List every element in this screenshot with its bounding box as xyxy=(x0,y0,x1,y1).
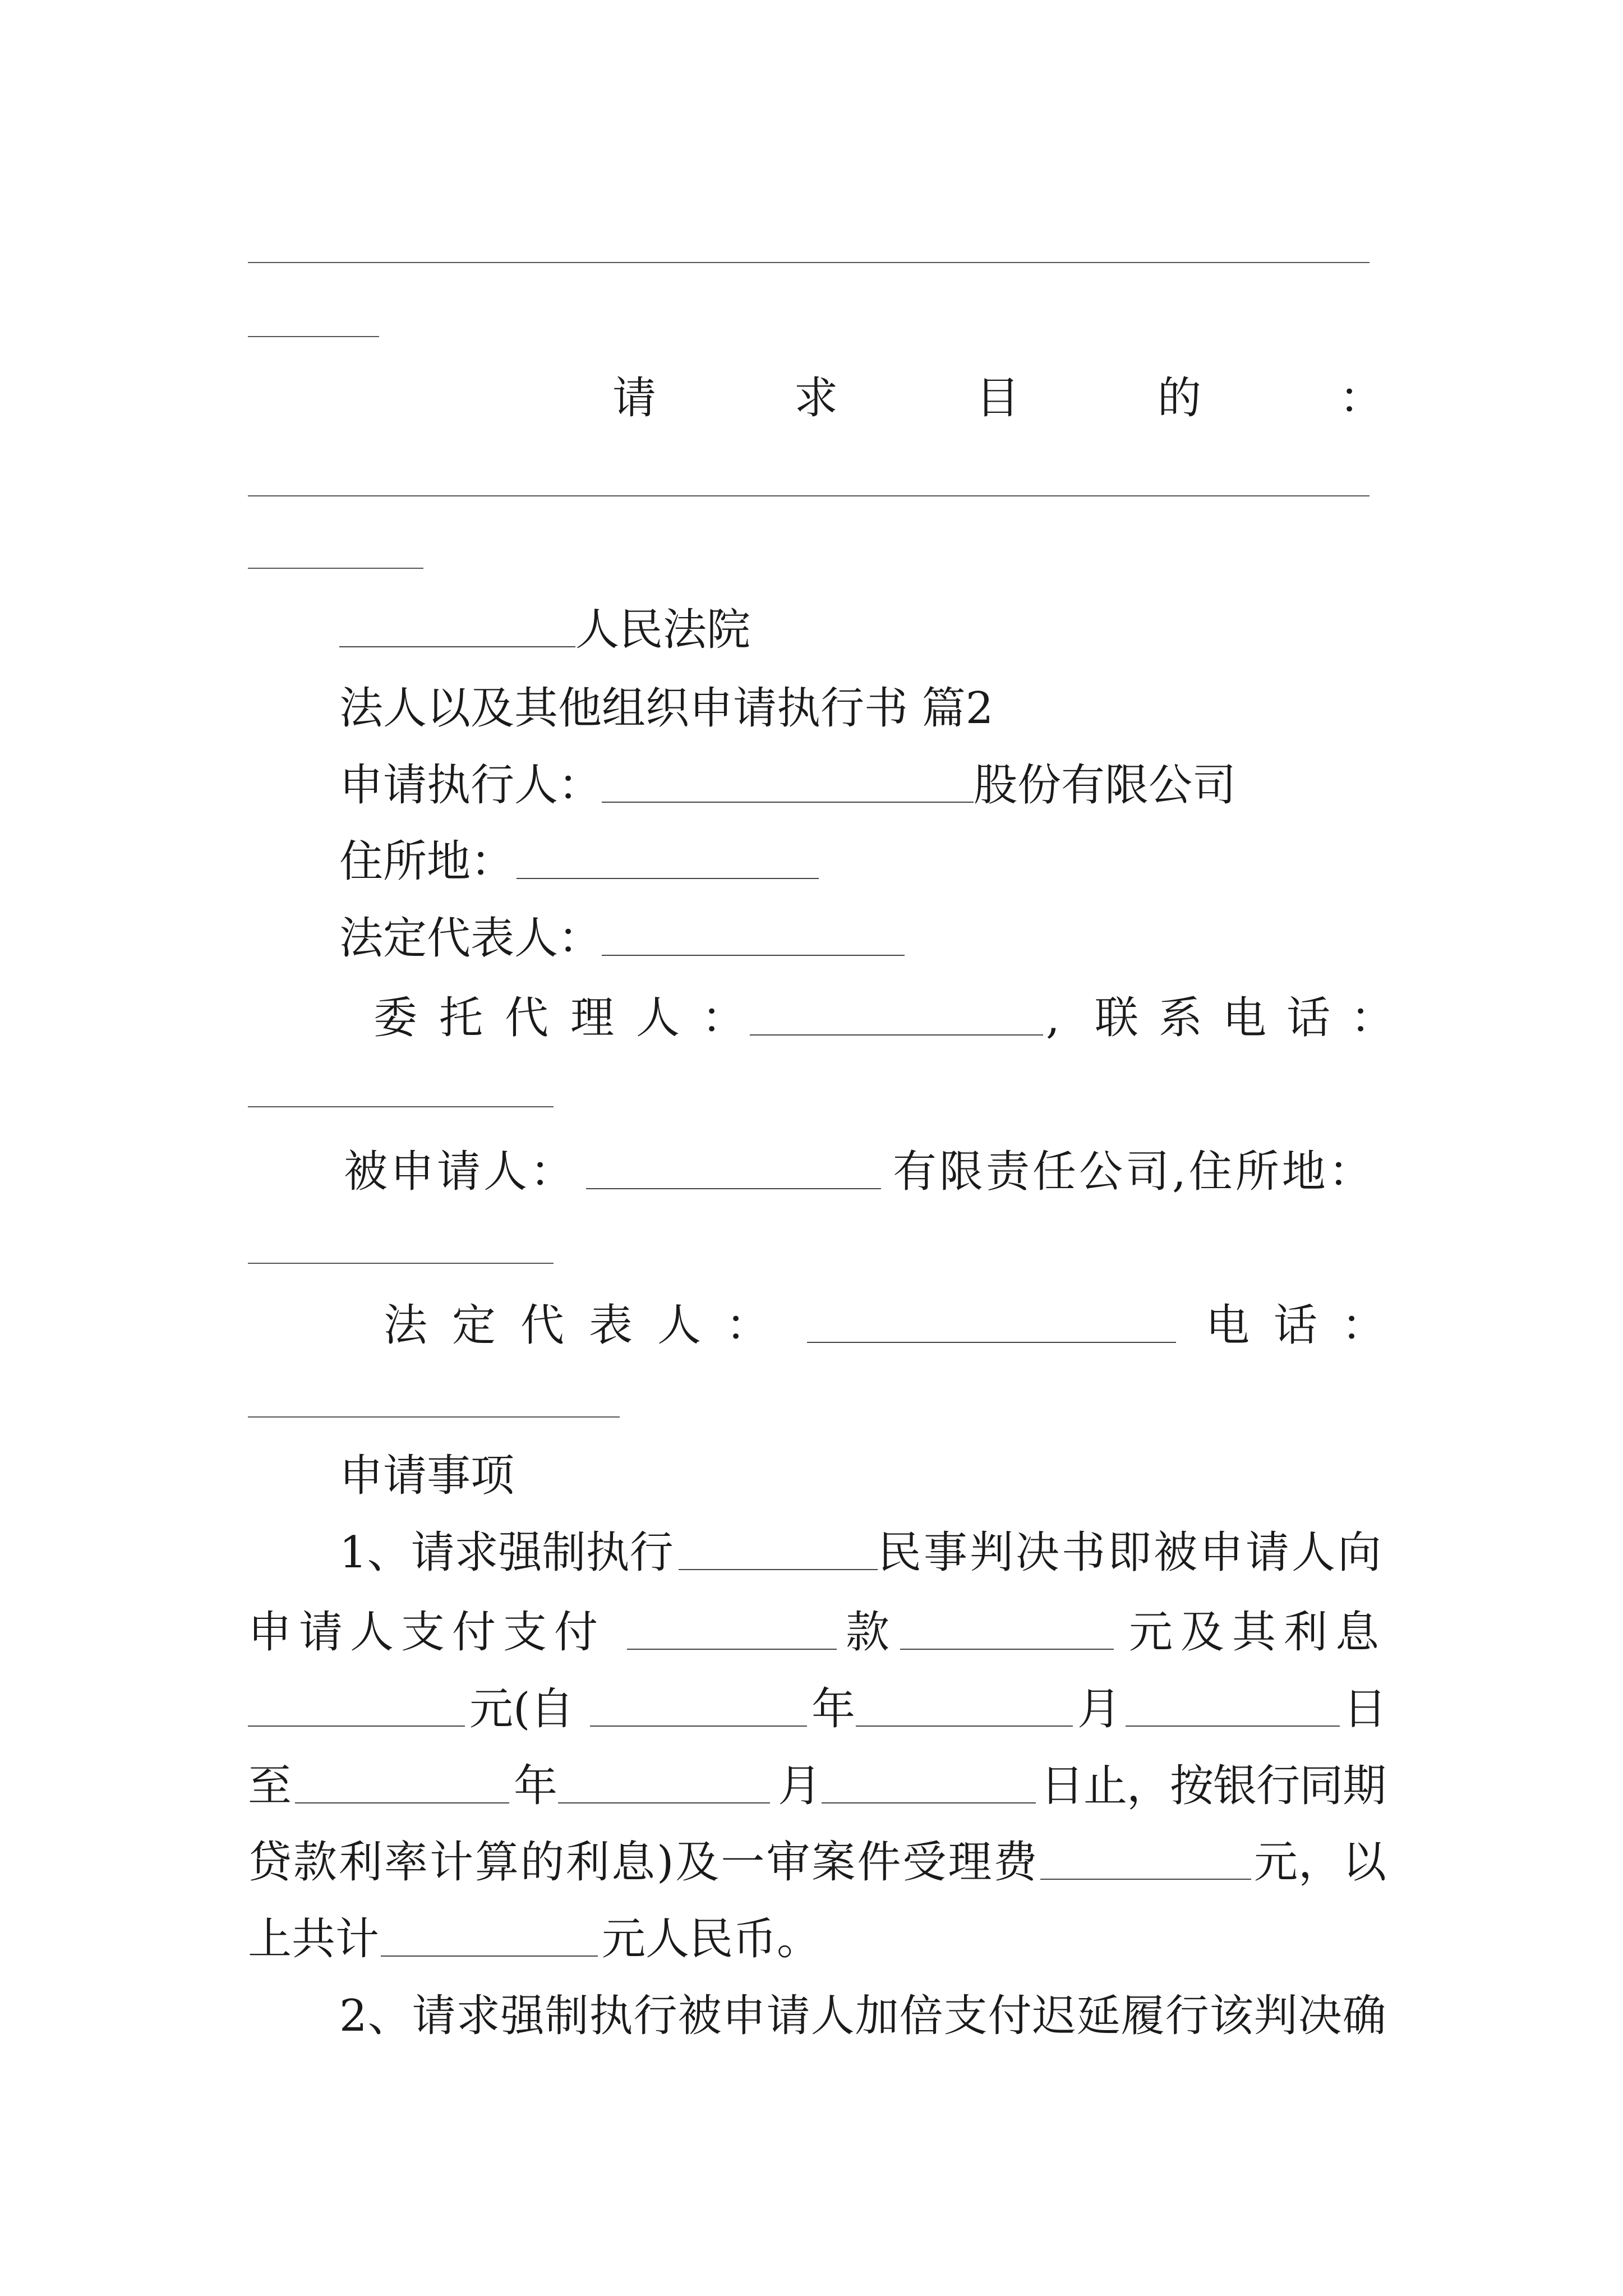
item1-text: 款 xyxy=(846,1607,890,1658)
agent-phone-label: 联系电话： xyxy=(1095,993,1415,1043)
applicant-company-suffix: 股份有限公司 xyxy=(974,760,1237,811)
fill-blank xyxy=(590,1726,807,1727)
respondent-phone-label: 电话： xyxy=(1206,1300,1410,1351)
applicant-address-label: 住所地： xyxy=(339,836,515,887)
applicant-legal-rep-label: 法定代表人： xyxy=(339,913,602,964)
respondent-address-blank xyxy=(248,1263,554,1264)
document-title: 法人以及其他组织申请执行书 篇2 xyxy=(339,683,994,734)
item1-text: 日 xyxy=(1343,1684,1387,1734)
fill-blank xyxy=(900,1649,1114,1650)
item1-text: 1、请求强制执行 xyxy=(339,1527,674,1578)
fill-line xyxy=(248,262,1370,263)
applicant-name-blank xyxy=(602,802,974,803)
agent-separator: , xyxy=(1046,993,1060,1043)
respondent-name-blank xyxy=(586,1188,881,1189)
item1-text: 贷款利率计算的利息)及一审案件受理费 xyxy=(248,1837,1039,1888)
item1-text: 年 xyxy=(811,1684,856,1734)
item1-text: 民事判决书即被申请人向 xyxy=(878,1527,1384,1578)
agent-label: 委托代理人： xyxy=(374,993,768,1043)
item1-text: 元，以 xyxy=(1254,1837,1387,1888)
item1-text: 月 xyxy=(1077,1684,1122,1734)
fill-blank xyxy=(381,1955,598,1957)
fill-line xyxy=(248,336,379,337)
fill-blank xyxy=(248,1726,465,1727)
agent-name-blank xyxy=(750,1034,1043,1036)
fill-blank xyxy=(558,1802,770,1803)
fill-blank xyxy=(679,1569,878,1570)
fill-line xyxy=(248,495,1370,496)
fill-blank xyxy=(856,1726,1073,1727)
item1-text: 年 xyxy=(514,1761,558,1811)
applicant-label: 申请执行人： xyxy=(339,760,602,811)
item1-text: 元人民币。 xyxy=(602,1914,821,1964)
fill-line xyxy=(248,568,423,569)
fill-blank xyxy=(627,1649,837,1650)
item1-text: 上共计 xyxy=(248,1914,380,1964)
respondent-company-suffix: 有限责任公司,住所地： xyxy=(893,1147,1375,1197)
item1-text: 至 xyxy=(248,1761,292,1811)
fill-blank xyxy=(295,1802,509,1803)
respondent-legal-rep-label: 法定代表人： xyxy=(384,1300,795,1351)
request-purpose-label: 请求目的： xyxy=(612,373,1521,424)
agent-phone-blank xyxy=(248,1106,554,1107)
applicant-legal-rep-blank xyxy=(602,955,905,956)
item1-text: 月 xyxy=(778,1761,822,1811)
applicant-address-blank xyxy=(517,878,819,879)
fill-blank xyxy=(822,1802,1036,1803)
item1-text: 元及其利息 xyxy=(1129,1607,1387,1658)
respondent-phone-blank xyxy=(248,1416,620,1418)
court-name-blank xyxy=(339,646,575,647)
item1-text: 日止，按银行同期 xyxy=(1040,1761,1386,1811)
item1-text: 元(自 xyxy=(469,1684,574,1734)
respondent-label: 被申请人： xyxy=(344,1147,577,1197)
court-suffix: 人民法院 xyxy=(575,605,751,655)
item1-text: 申请人支付支付 xyxy=(248,1607,606,1658)
item2-text: 2、请求强制执行被申请人加倍支付迟延履行该判决确 xyxy=(339,1991,1387,2041)
respondent-legal-rep-blank xyxy=(807,1342,1176,1343)
fill-blank xyxy=(1040,1879,1251,1880)
fill-blank xyxy=(1126,1726,1340,1727)
matters-heading: 申请事项 xyxy=(339,1451,515,1501)
